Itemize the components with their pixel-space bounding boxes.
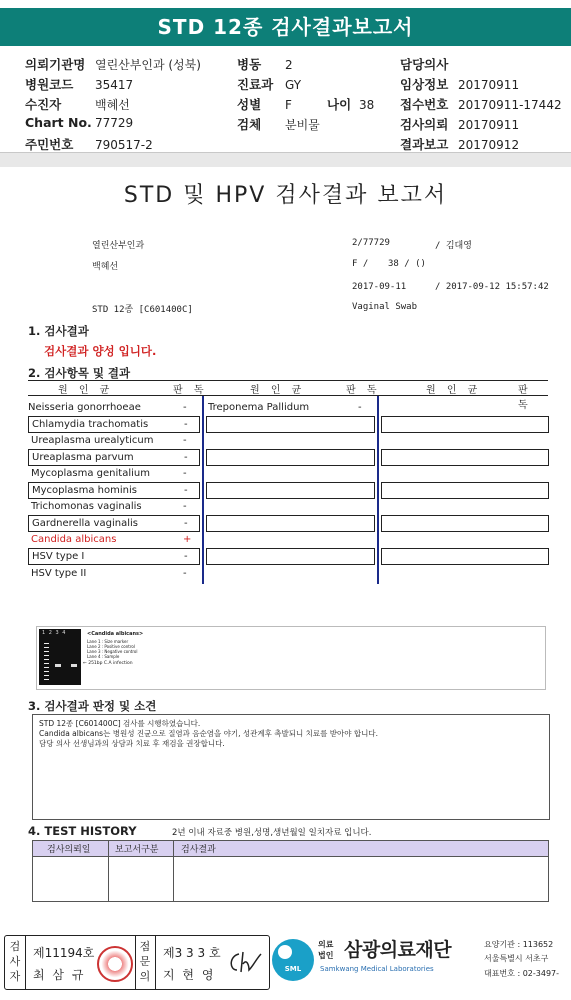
tester-seal-icon — [97, 946, 133, 982]
label-clinic: 의뢰기관명 — [25, 57, 86, 72]
label-age: 나이 — [327, 97, 352, 112]
section3-heading: 3. 검사결과 판정 및 소견 — [28, 699, 157, 713]
approver-name: 지 현 영 — [163, 968, 216, 982]
report-banner-title: STD 12종 검사결과보고서 — [0, 8, 571, 46]
table-row — [28, 433, 198, 448]
org-phone: 대표번호 : 02-3497- — [484, 969, 560, 978]
gel-image — [39, 629, 81, 685]
gel-legend-item: Lane 1 : Size marker — [87, 639, 129, 644]
value-request-date: 20170911 — [458, 118, 520, 132]
header-left — [25, 55, 225, 155]
table-row — [28, 499, 198, 514]
gel-band-positive — [55, 664, 61, 667]
pathogen-result: - — [183, 568, 187, 579]
divider — [25, 936, 26, 989]
col1-result-header: 판 독 — [173, 385, 208, 396]
pathogen-name: Gardnerella vaginalis — [32, 518, 138, 529]
empty-cell — [206, 548, 375, 565]
pathogen-result: - — [358, 402, 362, 413]
empty-cell — [206, 416, 375, 433]
pathogen-result: - — [184, 518, 188, 529]
info-chart-doc: 2/77729 — [352, 238, 390, 248]
col3-result-header: 판 독 — [518, 385, 532, 411]
org-code: 요양기관 : 113652 — [484, 940, 554, 949]
history-col-divider — [173, 841, 174, 901]
pathogen-name: Mycoplasma genitalium — [31, 468, 150, 479]
empty-cell — [381, 482, 549, 499]
pathogen-name: Trichomonas vaginalis — [31, 501, 142, 512]
value-clinic: 열린산부인과 (성북) — [95, 58, 201, 72]
gel-lane-numbers: 1 2 3 4 — [42, 630, 66, 636]
pathogen-result: - — [184, 452, 188, 463]
empty-cell — [381, 515, 549, 532]
gel-figure — [36, 626, 546, 690]
label-hospital-code: 병원코드 — [25, 77, 74, 92]
col2-pathogen-header: 원 인 균 — [250, 385, 306, 396]
gel-legend — [87, 639, 137, 659]
table-row — [28, 548, 200, 565]
empty-cell — [206, 482, 375, 499]
table-row-positive — [28, 532, 198, 547]
empty-cell — [381, 548, 549, 565]
table-row — [28, 466, 198, 481]
gel-legend-item: Lane 2 : Positive control — [87, 644, 135, 649]
label-patient: 수진자 — [25, 97, 62, 112]
info-date-from: 2017-09-11 — [352, 282, 407, 292]
pathogen-result: - — [183, 468, 187, 479]
tester-label: 검사자 — [9, 940, 21, 983]
history-col-report-type: 보고서구분 — [115, 845, 159, 855]
report-title: STD 및 HPV 검사결과 보고서 — [123, 183, 448, 208]
pathogen-name: Ureaplasma parvum — [32, 452, 134, 463]
history-col-divider — [108, 841, 109, 901]
label-clinical-info: 임상정보 — [400, 77, 449, 92]
section2-heading: 2. 검사항목 및 결과 — [28, 366, 131, 380]
tester-license-no: 제11194호 — [33, 946, 95, 960]
value-sex: F — [285, 98, 292, 112]
table-row — [28, 566, 198, 581]
logo-text: SML — [284, 965, 302, 973]
opinion-line: 담당 의사 선생님과의 상담과 치료 후 재검을 권장합니다. — [39, 739, 225, 748]
value-id-no: 790517-2 — [95, 138, 153, 152]
history-col-request-date: 검사의뢰일 — [47, 845, 91, 855]
logo-dot — [278, 945, 292, 959]
pathogen-name: Ureaplasma urealyticum — [31, 435, 154, 446]
pathogen-name: Candida albicans — [31, 534, 117, 545]
info-age: 38 / () — [388, 259, 426, 269]
info-sex: F / — [352, 259, 369, 269]
approver-label: 점문의 — [139, 940, 151, 983]
approver-license-no: 제3 3 3 호 — [163, 946, 221, 960]
col3-pathogen-header: 원 인 균 — [426, 385, 482, 396]
table-row — [28, 416, 200, 433]
label-department: 진료과 — [237, 77, 274, 92]
pathogen-result: - — [183, 501, 187, 512]
pathogen-result: + — [183, 534, 192, 545]
opinion-line: Candida albicans는 병원성 진균으로 질염과 음순염을 야기, 성관계후 촉발되니 치료를 받아야 합니다. — [39, 729, 379, 738]
table-row — [208, 400, 373, 415]
gel-title: <Candida albicans> — [87, 631, 144, 637]
column-divider-2 — [377, 396, 379, 584]
org-prefix: 의료법인 — [318, 940, 334, 960]
section1-heading: 1. 검사결과 — [28, 324, 89, 338]
header-separator — [0, 152, 571, 167]
empty-cell — [206, 515, 375, 532]
history-table — [32, 840, 549, 902]
label-request-date: 검사의뢰 — [400, 117, 449, 132]
org-name: 삼광의료재단 — [344, 939, 452, 961]
pathogen-result: - — [183, 435, 187, 446]
pathogen-name: Treponema Pallidum — [208, 402, 310, 413]
history-col-result: 검사결과 — [181, 845, 216, 855]
value-department: GY — [285, 78, 302, 92]
label-specimen: 검체 — [237, 117, 262, 132]
label-doctor: 담당의사 — [400, 57, 449, 72]
gel-legend-item: Lane 4 : Sample — [87, 654, 120, 659]
pathogen-result: - — [184, 551, 188, 562]
section4-note: 2년 이내 자료중 병원,성명,생년월일 일치자료 입니다. — [172, 828, 372, 838]
column-divider-1 — [202, 396, 204, 584]
info-test: STD 12종 [C601400C] — [92, 305, 193, 315]
signature-box — [4, 935, 270, 990]
col2-result-header: 판 독 — [346, 385, 381, 396]
value-age: 38 — [359, 98, 375, 112]
pathogen-name: HSV type II — [31, 568, 87, 579]
sml-logo-icon — [272, 939, 314, 981]
table-row — [28, 400, 198, 415]
value-clinical-info: 20170911 — [458, 78, 520, 92]
value-hospital-code: 35417 — [95, 78, 134, 92]
pathogen-name: Mycoplasma hominis — [32, 485, 137, 496]
table-row — [28, 515, 200, 532]
section4-heading: 4. TEST HISTORY — [28, 824, 137, 838]
header-right — [400, 55, 570, 155]
empty-cell — [206, 449, 375, 466]
gel-band-label: ← 251bp C.A infection — [83, 661, 133, 666]
gel-legend-item: Lane 3 : Negative control — [87, 649, 138, 654]
value-patient: 백혜선 — [95, 98, 130, 112]
opinion-line: STD 12종 [C601400C] 검사를 시행하였습니다. — [39, 719, 201, 728]
pathogen-name: Neisseria gonorrhoeae — [28, 402, 141, 413]
table-row — [28, 482, 200, 499]
value-ward: 2 — [285, 58, 293, 72]
opinion-box — [32, 714, 550, 820]
empty-cell — [381, 449, 549, 466]
label-receipt-no: 접수번호 — [400, 97, 449, 112]
info-clinic: 열린산부인과 — [92, 241, 145, 251]
info-doctor: / 김대영 — [435, 241, 472, 251]
history-table-header — [33, 841, 548, 857]
org-english-name: Samkwang Medical Laboratories — [320, 965, 434, 973]
label-report-date: 결과보고 — [400, 137, 449, 152]
value-report-date: 20170912 — [458, 138, 520, 152]
org-footer — [272, 935, 571, 988]
approver-signature-icon — [227, 950, 263, 976]
divider — [155, 936, 156, 989]
label-sex: 성별 — [237, 97, 262, 112]
table-row — [28, 449, 200, 466]
info-patient: 백혜선 — [92, 262, 119, 272]
info-date-to: / 2017-09-12 15:57:42 — [435, 282, 549, 292]
value-specimen: 분비물 — [285, 118, 320, 132]
pathogen-result: - — [183, 402, 187, 413]
pathogen-name: HSV type I — [32, 551, 85, 562]
empty-cell — [381, 416, 549, 433]
header-mid — [237, 55, 397, 135]
section1-result: 검사결과 양성 입니다. — [44, 344, 157, 358]
divider — [135, 936, 136, 989]
value-chart-no: 77729 — [95, 116, 134, 130]
gel-band-sample — [71, 664, 77, 667]
label-chart-no: Chart No. — [25, 115, 92, 130]
value-receipt-no: 20170911-17442 — [458, 98, 562, 112]
pathogen-result: - — [184, 419, 188, 430]
col1-pathogen-header: 원 인 균 — [58, 385, 114, 396]
pathogen-result: - — [184, 485, 188, 496]
tester-name: 최 삼 규 — [33, 968, 86, 982]
label-ward: 병동 — [237, 57, 262, 72]
label-id-no: 주민번호 — [25, 137, 74, 152]
gel-ladder — [44, 643, 49, 681]
org-address: 서울특별시 서초구 — [484, 954, 549, 963]
info-specimen: Vaginal Swab — [352, 302, 418, 312]
pathogen-name: Chlamydia trachomatis — [32, 419, 149, 430]
